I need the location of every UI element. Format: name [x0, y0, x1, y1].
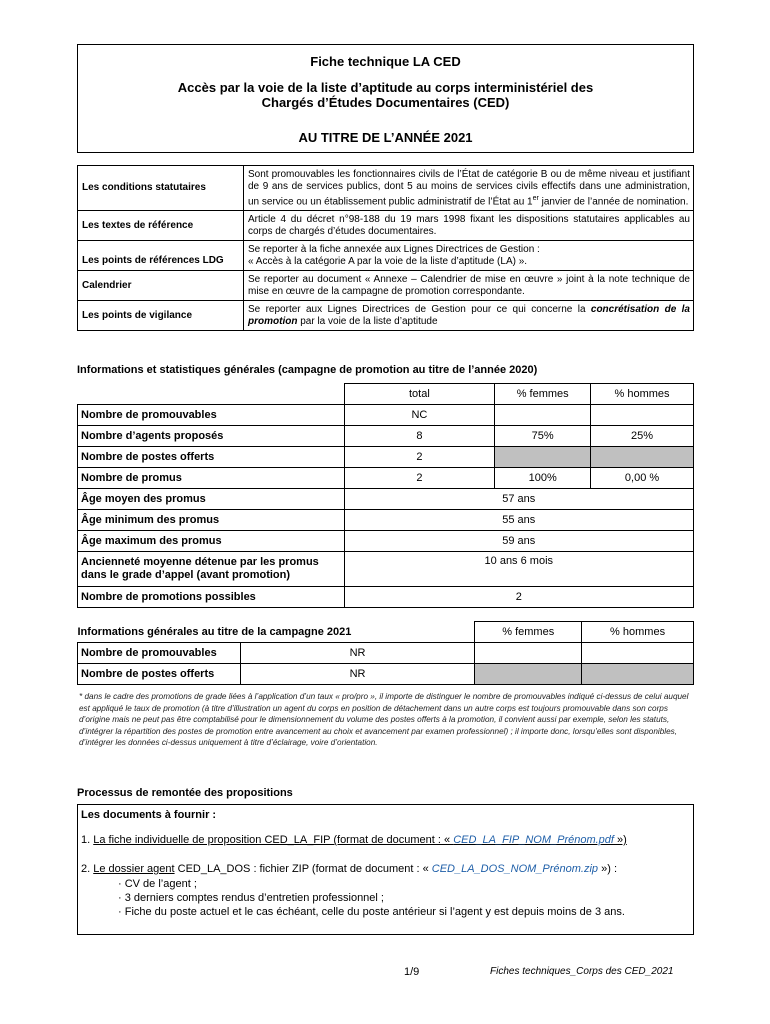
- table-row: [78, 643, 694, 664]
- row-text-before: Se reporter aux Lignes Directrices de Gestion pour ce qui concerne la: [248, 304, 591, 316]
- row-text-line-2: « Accès à la catégorie A par la voie de la liste d’aptitude (LA) ».: [248, 256, 528, 268]
- documents-heading: Les documents à fournir :: [81, 809, 217, 821]
- row-text: [244, 301, 694, 331]
- row-label: Âge moyen des promus: [78, 489, 345, 510]
- documents-box: [77, 804, 694, 935]
- cell-femmes: [475, 643, 582, 664]
- campaign-2021-title: Informations générales au titre de la campagne 2021: [77, 625, 352, 638]
- row-label: Nombre de postes offerts: [78, 664, 241, 685]
- row-label: Les points de références LDG: [78, 241, 244, 271]
- row-label: Nombre de postes offerts: [78, 447, 345, 468]
- shaded-cell: [495, 447, 591, 468]
- merged-value: 55 ans: [344, 510, 693, 531]
- table-row: [78, 664, 694, 685]
- item-2-label: Le dossier agent: [93, 863, 175, 875]
- sub-item-cv: · CV de l’agent ;: [118, 878, 197, 890]
- item-1-text: [93, 834, 627, 846]
- table-row: [78, 405, 694, 426]
- table-row: [78, 489, 694, 510]
- table-row: [78, 271, 694, 301]
- row-label: Âge minimum des promus: [78, 510, 345, 531]
- row-label-line-2: dans le grade d’appel (avant promotion): [81, 569, 291, 581]
- year-title: AU TITRE DE L’ANNÉE 2021: [298, 130, 473, 145]
- document-title: Fiche technique LA CED: [310, 54, 461, 69]
- merged-value: 59 ans: [344, 531, 693, 552]
- title-box: [77, 44, 694, 153]
- cell-total: NC: [344, 405, 495, 426]
- table-row: [78, 166, 694, 211]
- document-subtitle: [78, 80, 693, 110]
- row-label: Nombre de promouvables: [78, 405, 345, 426]
- row-text: [244, 241, 694, 271]
- row-label: Les points de vigilance: [78, 301, 244, 331]
- item-number: 1.: [81, 834, 94, 846]
- fip-filename-link[interactable]: CED_LA_FIP_NOM_Prénom.pdf: [453, 834, 614, 846]
- dos-filename-link[interactable]: CED_LA_DOS_NOM_Prénom.zip: [431, 863, 599, 875]
- shaded-cell: [475, 664, 582, 685]
- merged-value: 2: [344, 587, 693, 608]
- cell-total: 2: [344, 447, 495, 468]
- table-row: [78, 447, 694, 468]
- table-row: [78, 587, 694, 608]
- header-total: total: [344, 384, 495, 405]
- shaded-cell: [591, 447, 694, 468]
- cell-femmes: [495, 405, 591, 426]
- row-label: Les textes de référence: [78, 211, 244, 241]
- row-label: Nombre d’agents proposés: [78, 426, 345, 447]
- cell-total: 2: [344, 468, 495, 489]
- table-row: [78, 552, 694, 587]
- document-item-2: [81, 863, 617, 875]
- table-header-row: [78, 622, 694, 643]
- shaded-cell: [582, 664, 694, 685]
- cell-hommes: [582, 643, 694, 664]
- table-row: [78, 301, 694, 331]
- row-label: Nombre de promotions possibles: [78, 587, 345, 608]
- item-1-label: La fiche individuelle de proposition CED_LA_FIP (format de document : «: [93, 834, 454, 846]
- header-femmes: % femmes: [495, 384, 591, 405]
- item-number: 2.: [81, 863, 94, 875]
- merged-value: 57 ans: [344, 489, 693, 510]
- subtitle-line-2: Chargés d’Études Documentaires (CED): [261, 95, 510, 110]
- merged-value: 10 ans 6 mois: [344, 552, 693, 587]
- row-text: Article 4 du décret n°98-188 du 19 mars 1998 fixant les dispositions statutaires applicables au corps de chargés d’études documentaires.: [244, 211, 694, 241]
- footer-document-name: Fiches techniques_Corps des CED_2021: [490, 966, 674, 977]
- conditions-table: [77, 165, 694, 331]
- row-label: Les conditions statutaires: [78, 166, 244, 211]
- sub-item-fiche-poste: · Fiche du poste actuel et le cas échéant, celle du poste antérieur si l’agent y est depuis moins de 3 ans.: [118, 906, 625, 918]
- row-label: Nombre de promus: [78, 468, 345, 489]
- sub-item-comptes-rendus: · 3 derniers comptes rendus d’entretien professionnel ;: [118, 892, 384, 904]
- cell-femmes: 100%: [495, 468, 591, 489]
- cell-value: NR: [240, 664, 475, 685]
- stats-section-title: Informations et statistiques générales (campagne de promotion au titre de l’année 2020): [77, 364, 538, 376]
- header-hommes: % hommes: [591, 384, 694, 405]
- cell-femmes: 75%: [495, 426, 591, 447]
- row-label: Nombre de promouvables: [78, 643, 241, 664]
- table-row: [78, 211, 694, 241]
- table-row: [78, 241, 694, 271]
- row-label-line-1: Ancienneté moyenne détenue par les promus: [81, 556, 319, 568]
- header-hommes: % hommes: [582, 622, 694, 643]
- item-2-end: ») :: [598, 863, 618, 875]
- header-femmes: % femmes: [475, 622, 582, 643]
- row-text: Sont promouvables les fonctionnaires civils de l’État de catégorie B ou de même niveau et justifiant de 9 ans de services publics, dont 5 au moins de services civils effectifs dans une administration, un service ou un établissement public administratif de l’État au 1er janvier de l’année de nomination.: [244, 166, 694, 211]
- subtitle-line-1: Accès par la voie de la liste d’aptitude au corps interministériel des: [177, 80, 594, 95]
- process-section-title: Processus de remontée des propositions: [77, 787, 293, 799]
- row-text-line-1: Se reporter à la fiche annexée aux Lignes Directrices de Gestion :: [248, 244, 540, 256]
- page-number: 1/9: [404, 966, 420, 978]
- cell-hommes: 25%: [591, 426, 694, 447]
- row-text: Se reporter au document « Annexe – Calendrier de mise en œuvre » joint à la note technique de mise en œuvre de la campagne de promotion correspondante.: [244, 271, 694, 301]
- empty-header-cell: [78, 384, 345, 405]
- item-2-mid: CED_LA_DOS : fichier ZIP (format de document : «: [174, 863, 432, 875]
- table-header-row: [78, 384, 694, 405]
- item-1-end: »): [613, 834, 627, 846]
- row-label: Calendrier: [78, 271, 244, 301]
- cell-hommes: 0,00 %: [591, 468, 694, 489]
- table-row: [78, 426, 694, 447]
- footnote: * dans le cadre des promotions de grade liées à l’application d’un taux « pro/pro », il importe de distinguer le nombre de promouvables indiqué ci-dessus de celui auquel est appliqué le taux de promotion (à titre d’illustration un agent du corps en position de détachement dans un autre corps est toujours promouvable dans son corps d’origine mais ne peut pas être comptabilisé pour le dimensionnement du volume des postes offerts à la promotion, il convient aussi par exemple, selon les statuts, d’intégrer la répartition des postes de promotion entre avancement au choix et avancement par examen professionnel) ; il importe donc, lorsqu’elles sont disponibles, d’intégrer les données ci-dessus uniquement à titre d’éclairage, voire d’orientation.: [79, 692, 689, 748]
- document-item-1: [81, 834, 627, 846]
- cell-value: NR: [240, 643, 475, 664]
- row-text-after: par la voie de la liste d’aptitude: [297, 316, 438, 328]
- stats-table: [77, 383, 694, 608]
- row-text-emphasis: concrétisation de la promotion: [248, 304, 690, 328]
- cell-total: 8: [344, 426, 495, 447]
- table-row: [78, 468, 694, 489]
- row-label: Âge maximum des promus: [78, 531, 345, 552]
- campaign-2021-table: [77, 621, 694, 685]
- row-label: [78, 552, 345, 587]
- cell-hommes: [591, 405, 694, 426]
- table-row: [78, 510, 694, 531]
- table-row: [78, 531, 694, 552]
